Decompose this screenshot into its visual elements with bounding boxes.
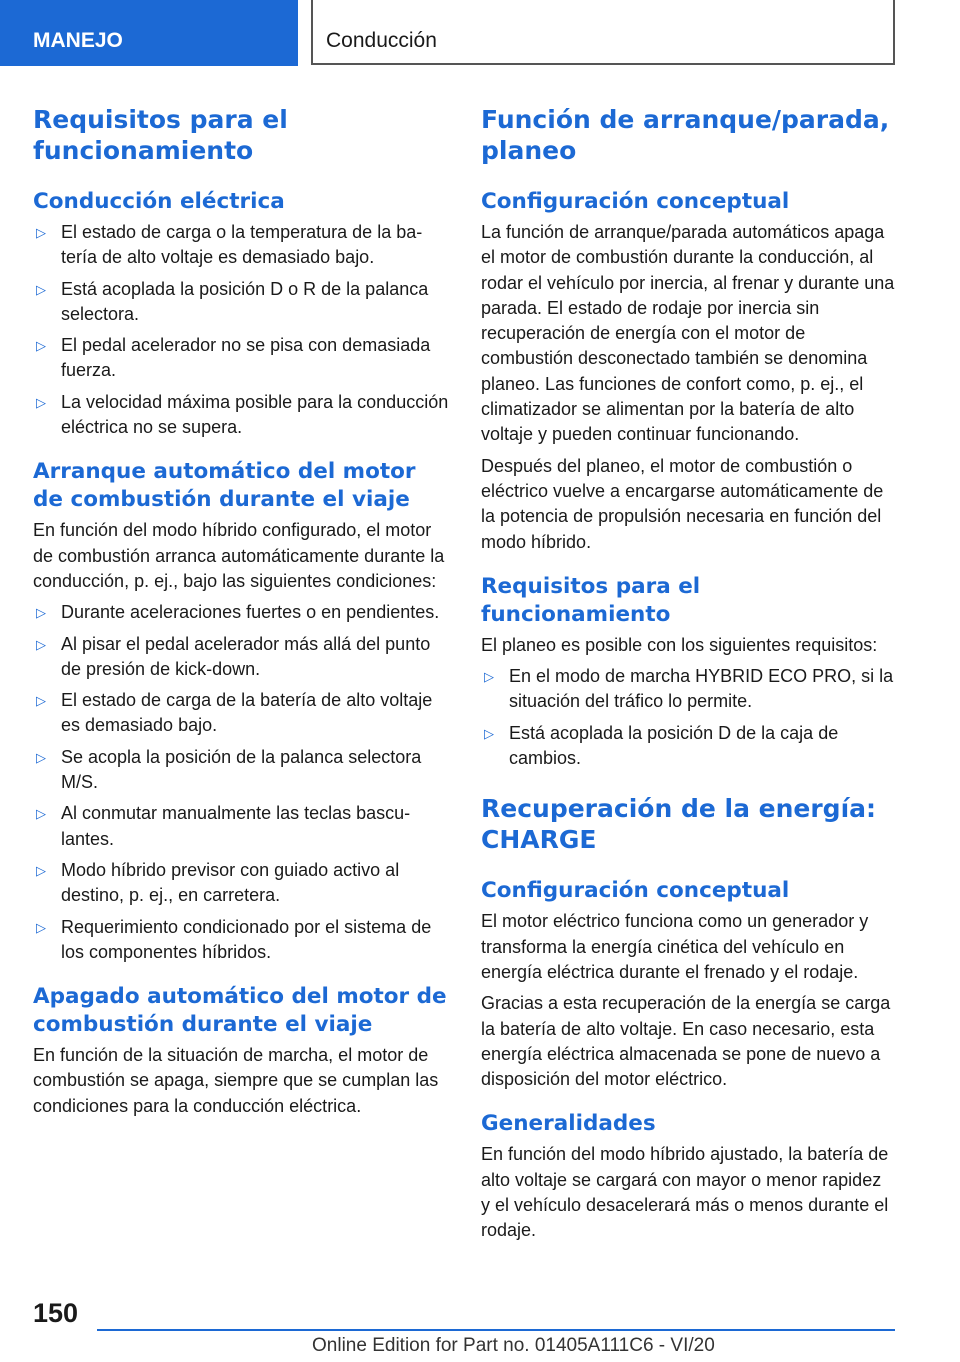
list-planeo-requisitos <box>481 664 895 771</box>
section-tab: MANEJO <box>0 0 298 66</box>
list-item: ▷ La velocidad máxima posible para la conducción eléctrica no se supera. <box>36 391 449 438</box>
header-divider-left <box>311 0 313 64</box>
bullet-icon: ▷ <box>36 749 46 765</box>
heading-configuracion-conceptual: Configuración conceptual <box>481 189 790 214</box>
bullet-icon: ▷ <box>36 605 46 621</box>
bullet-icon: ▷ <box>36 693 46 709</box>
bullet-icon: ▷ <box>36 919 46 935</box>
list-item: ▷ Está acoplada la posición D o R de la palanca selectora. <box>36 278 429 324</box>
list-item: ▷ Al pisar el pedal acelerador más allá del punto de presión de kick-down. <box>36 633 431 679</box>
right-column <box>481 104 895 1250</box>
bullet-icon: ▷ <box>36 806 46 822</box>
list-conduccion-electrica <box>33 220 449 440</box>
list-item: ▷ Se acopla la posición de la palanca selectora M/S. <box>36 746 422 793</box>
bullet-icon: ▷ <box>36 394 46 410</box>
bullet-icon: ▷ <box>484 669 494 685</box>
list-arranque <box>33 600 449 965</box>
list-item: ▷ Durante aceleraciones fuertes o en pendientes. <box>36 602 440 623</box>
paragraph: El motor eléctrico funciona como un generador y transforma la energía cinética del vehículo en energía eléctrica durante el frenado y el rodaje. <box>481 911 869 982</box>
heading-arranque: Arranque automático del motor de combustión durante el viaje <box>33 459 416 513</box>
bullet-icon: ▷ <box>36 862 46 878</box>
paragraph: En función de la situación de marcha, el motor de combustión se apaga, siempre que se cumplan las condiciones para la conducción eléctrica. <box>33 1045 439 1116</box>
heading-configuracion-conceptual-2: Configuración conceptual <box>481 878 790 904</box>
footer-rule <box>97 1329 895 1331</box>
bullet-icon: ▷ <box>484 725 494 741</box>
list-item: ▷ Está acoplada la posición D de la caja de cambios. <box>484 722 839 769</box>
left-column <box>33 104 449 1125</box>
list-item: ▷ Al conmutar manualmente las teclas basculantes. <box>36 803 411 849</box>
bullet-icon: ▷ <box>36 338 46 354</box>
header-divider-right <box>893 0 895 64</box>
heading-conduccion-electrica: Conducción eléctrica <box>33 189 285 214</box>
edition-note: Online Edition for Part no. 01405A111C6 - VI/20 <box>312 1335 715 1356</box>
paragraph: Gracias a esta recuperación de la energía se carga la batería de alto voltaje. En caso necesario, esta energía eléctrica almacenada se pone de nuevo a disposición del motor eléctrico. <box>481 993 891 1090</box>
page-number: 150 <box>33 1298 79 1328</box>
paragraph: La función de arranque/parada automáticos apaga el motor de combustión durante la conducción, al rodar el vehículo por inercia, al frenar y durante una parada. El estado de rodaje por inercia sin recuperación de energía con el motor de combustión desconectado también se denomina planeo. Las funciones de confort como, p. ej., el climatizador se alimentan por la batería de alto voltaje y pueden continuar funcionando. <box>481 222 895 445</box>
list-item: ▷ El estado de carga de la batería de alto voltaje es demasiado bajo. <box>36 690 433 736</box>
heading-arranque-parada: Función de arranque/parada, planeo <box>481 105 890 165</box>
paragraph: En función del modo híbrido configurado, el motor de combustión arranca automáticamente durante la conducción, p. ej., bajo las siguientes condiciones: <box>33 520 445 591</box>
list-item: ▷ Modo híbrido previsor con guiado activo al destino, p. ej., en carretera. <box>36 859 400 906</box>
bullet-icon: ▷ <box>36 281 46 297</box>
paragraph: Después del planeo, el motor de combustión o eléctrico vuelve a encargarse automáticamente de la potencia de propulsión necesaria en función del modo híbrido. <box>481 455 884 552</box>
header-divider-bottom <box>311 63 895 65</box>
heading-requisitos-funcionamiento: Requisitos para el funcionamiento <box>481 573 701 627</box>
heading-apagado: Apagado automático del motor de combustión durante el viaje <box>33 984 447 1038</box>
list-item: ▷ En el modo de marcha HYBRID ECO PRO, si la situación del tráfico lo permite. <box>484 666 894 712</box>
chapter-title: Conducción <box>326 29 437 52</box>
bullet-icon: ▷ <box>36 225 46 240</box>
list-item: ▷ El pedal acelerador no se pisa con demasiada fuerza. <box>36 335 431 381</box>
heading-generalidades: Generalidades <box>481 1111 656 1137</box>
list-item: ▷ El estado de carga o la temperatura de la batería de alto voltaje es demasiado bajo. <box>36 222 423 268</box>
paragraph: El planeo es posible con los siguientes requisitos: <box>481 634 878 655</box>
heading-recuperacion: Recuperación de la energía: CHARGE <box>481 794 877 855</box>
bullet-icon: ▷ <box>36 636 46 652</box>
paragraph: En función del modo híbrido ajustado, la batería de alto voltaje se cargará con mayor o menor rapidez y el vehículo desacelerará más o menos durante el rodaje. <box>481 1144 889 1241</box>
heading-requisitos: Requisitos para el funcionamiento <box>33 105 288 165</box>
list-item: ▷ Requerimiento condicionado por el sistema de los componentes híbridos. <box>36 916 432 962</box>
page-header <box>0 0 960 66</box>
